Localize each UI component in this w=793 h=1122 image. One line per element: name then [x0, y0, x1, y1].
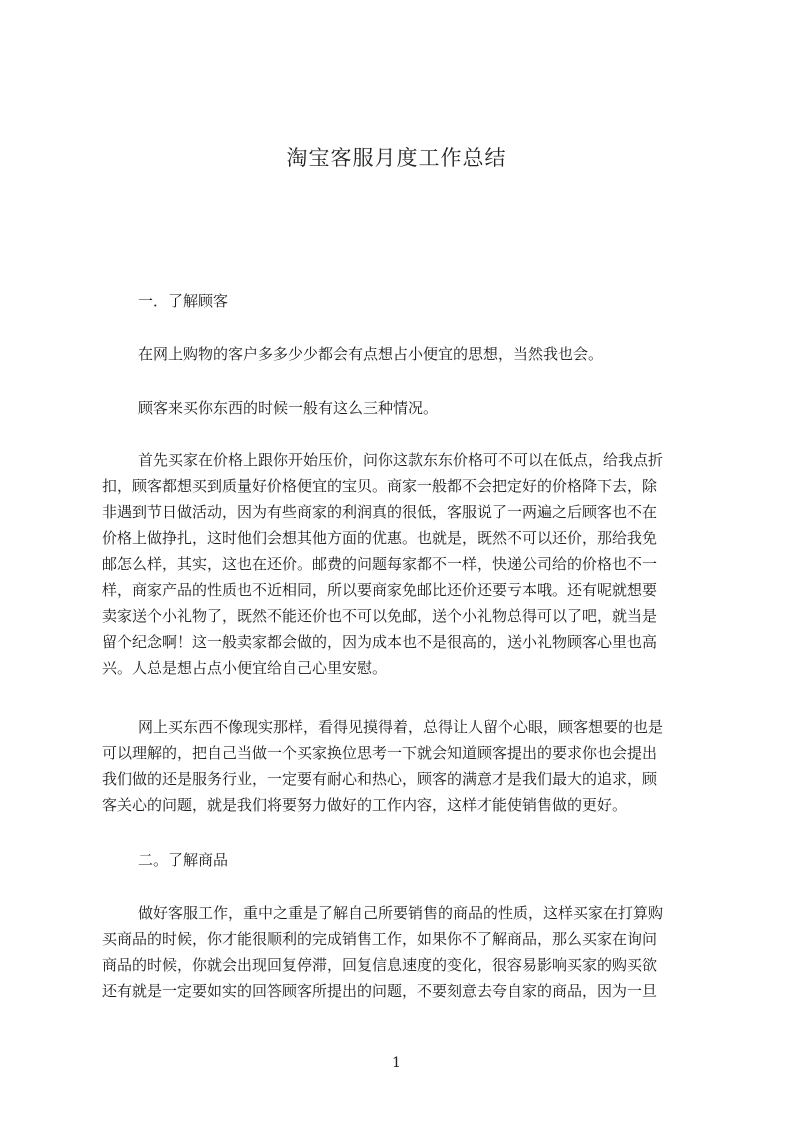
text-line: 样，商家产品的性质也不近相同，所以要商家免邮比还价还要亏本哦。还有呢就想要	[102, 581, 658, 599]
page-number: 1	[392, 1055, 401, 1071]
text-line: 做好客服工作，重中之重是了解自己所要销售的商品的性质，这样买家在打算购	[138, 904, 664, 922]
section-heading-2: 二。了解商品	[138, 851, 229, 869]
text-line: 卖家送个小礼物了，既然不能还价也不可以免邮，送个小礼物总得可以了吧，就当是	[102, 607, 658, 625]
text-line: 兴。人总是想占点小便宜给自己心里安慰。	[102, 659, 388, 677]
document-title: 淘宝客服月度工作总结	[286, 146, 507, 170]
body-paragraph-price	[102, 447, 702, 681]
text-line: 首先买家在价格上跟你开始压价，问你这款东东价格可不可以在低点，给我点折	[138, 451, 664, 469]
text-line: 我们做的还是服务行业，一定要有耐心和热心，顾客的满意才是我们最大的追求，顾	[102, 770, 658, 788]
text-line: 非遇到节日做活动，因为有些商家的利润真的很低，客服说了一两遍之后顾客也不在	[102, 503, 658, 521]
text-line: 买商品的时候，你才能很顺利的完成销售工作，如果你不了解商品，那么买家在询问	[102, 930, 658, 948]
body-paragraph-product	[102, 900, 702, 1004]
text-line: 邮怎么样，其实，这也在还价。邮费的问题每家都不一样，快递公司给的价格也不一	[102, 555, 658, 573]
text-line: 扣，顾客都想买到质量好价格便宜的宝贝。商家一般都不会把定好的价格降下去，除	[102, 477, 658, 495]
intro-paragraph-1: 在网上购物的客户多多少少都会有点想占小便宜的思想，当然我也会。	[138, 345, 604, 363]
body-paragraph-online	[102, 714, 702, 818]
text-line: 还有就是一定要如实的回答顾客所提出的问题，不要刻意去夸自家的商品，因为一旦	[102, 982, 658, 1000]
intro-paragraph-2: 顾客来买你东西的时候一般有这么三种情况。	[138, 399, 439, 417]
section-heading-1: 一．了解顾客	[138, 292, 229, 310]
text-line: 商品的时候，你就会出现回复停滞，回复信息速度的变化，很容易影响买家的购买欲	[102, 956, 658, 974]
text-line: 留个纪念啊！这一般卖家都会做的，因为成本也不是很高的，送小礼物顾客心里也高	[102, 633, 658, 651]
text-line: 价格上做挣扎，这时他们会想其他方面的优惠。也就是，既然不可以还价，那给我免	[102, 529, 658, 547]
text-line: 网上买东西不像现实那样，看得见摸得着，总得让人留个心眼，顾客想要的也是	[138, 718, 664, 736]
text-line: 可以理解的，把自己当做一个买家换位思考一下就会知道顾客提出的要求你也会提出	[102, 744, 658, 762]
text-line: 客关心的问题，就是我们将要努力做好的工作内容，这样才能使销售做的更好。	[102, 796, 628, 814]
